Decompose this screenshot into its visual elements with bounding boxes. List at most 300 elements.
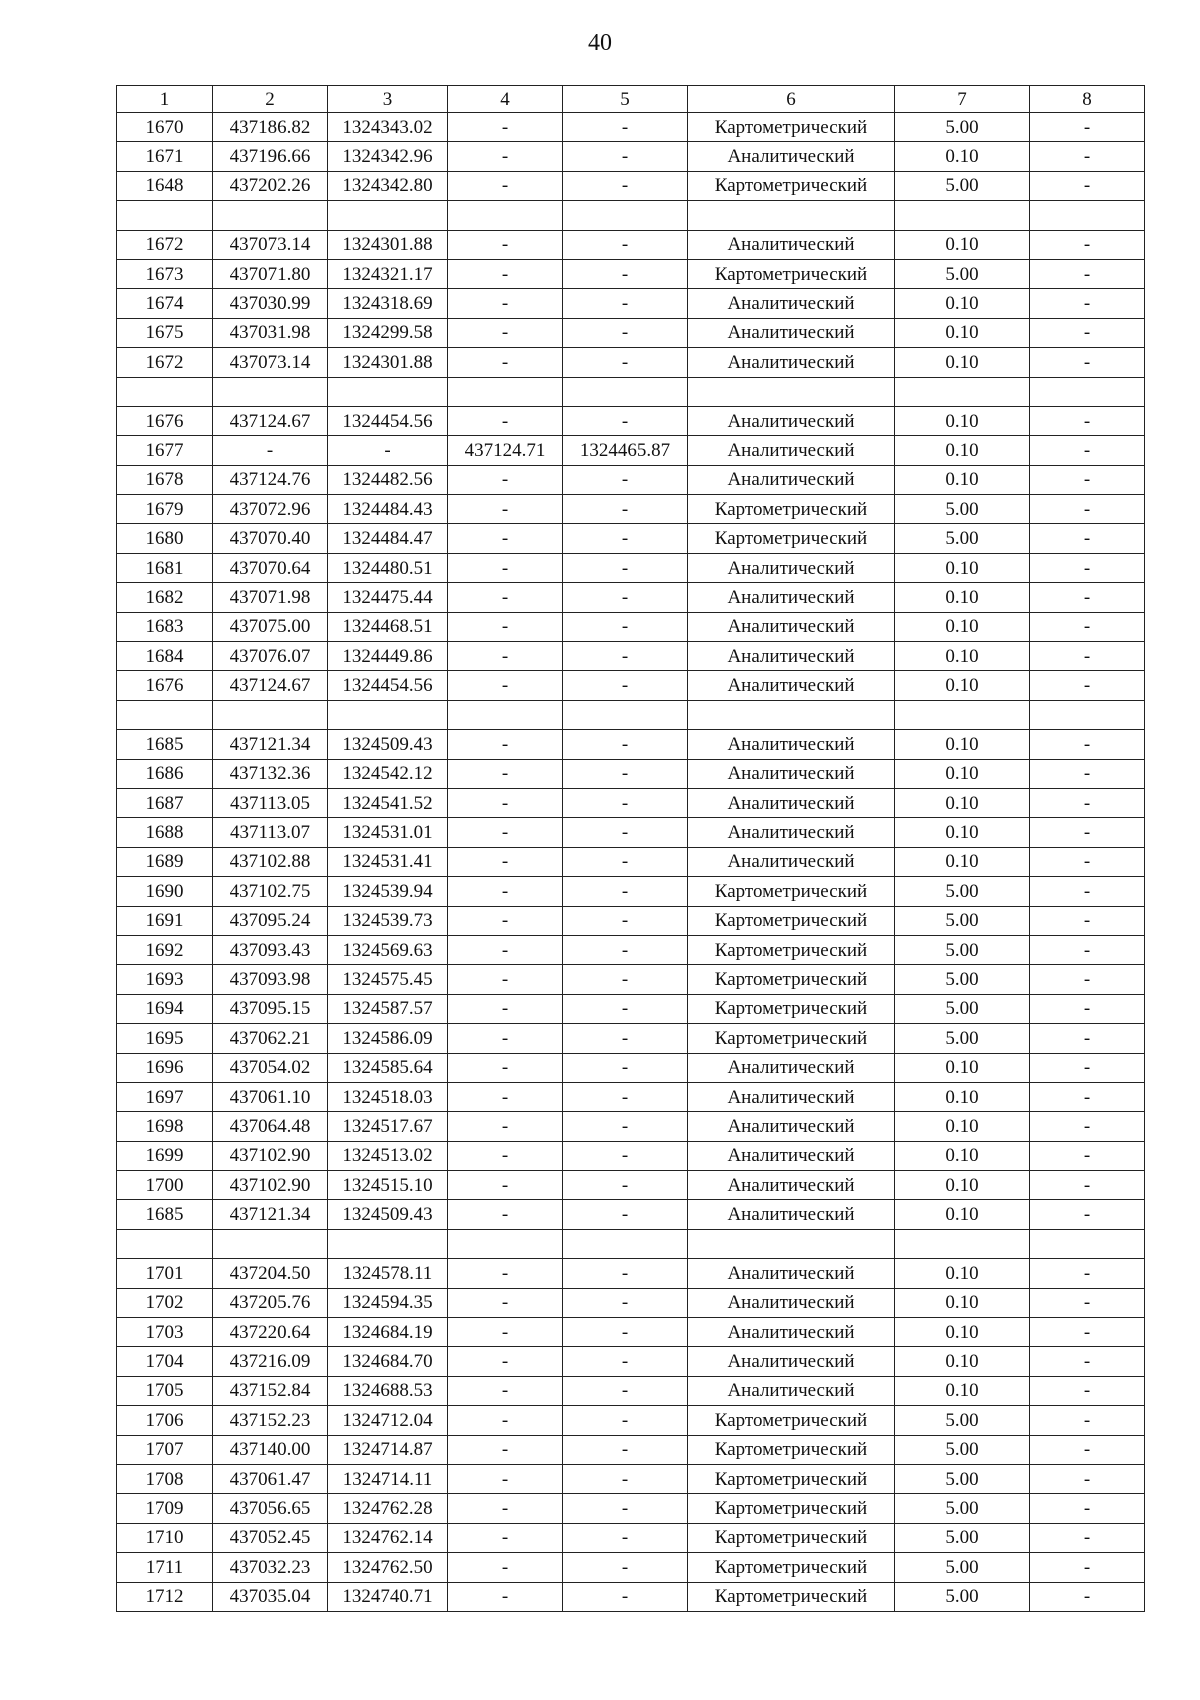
cell-x-coord: 437062.21	[213, 1024, 328, 1053]
empty-cell	[895, 700, 1030, 729]
cell-y-coord: -	[328, 436, 448, 465]
table-row	[117, 495, 1145, 524]
cell-y-new: -	[563, 171, 688, 200]
header-col-7: 7	[895, 86, 1030, 113]
cell-method: Аналитический	[688, 465, 895, 494]
cell-accuracy: 0.10	[895, 1141, 1030, 1170]
empty-cell	[213, 377, 328, 406]
cell-point-number: 1672	[117, 230, 213, 259]
cell-method: Картометрический	[688, 935, 895, 964]
table-separator-row	[117, 1229, 1145, 1258]
cell-x-coord: 437205.76	[213, 1288, 328, 1317]
cell-x-coord: 437102.90	[213, 1171, 328, 1200]
table-row	[117, 318, 1145, 347]
cell-point-number: 1711	[117, 1553, 213, 1582]
cell-x-coord: 437072.96	[213, 495, 328, 524]
table-row	[117, 671, 1145, 700]
cell-y-new: -	[563, 818, 688, 847]
table-row	[117, 965, 1145, 994]
cell-x-coord: 437056.65	[213, 1494, 328, 1523]
cell-y-new: -	[563, 671, 688, 700]
cell-x-coord: 437032.23	[213, 1553, 328, 1582]
cell-description: -	[1030, 495, 1145, 524]
cell-point-number: 1677	[117, 436, 213, 465]
table-row	[117, 406, 1145, 435]
cell-y-new: -	[563, 583, 688, 612]
table-row	[117, 935, 1145, 964]
cell-method: Аналитический	[688, 730, 895, 759]
cell-y-coord: 1324740.71	[328, 1582, 448, 1611]
cell-x-coord: 437061.47	[213, 1464, 328, 1493]
cell-method: Картометрический	[688, 524, 895, 553]
empty-cell	[328, 1229, 448, 1258]
table-row	[117, 113, 1145, 142]
cell-x-new: -	[448, 583, 563, 612]
cell-method: Аналитический	[688, 1318, 895, 1347]
cell-y-new: -	[563, 465, 688, 494]
cell-x-new: -	[448, 965, 563, 994]
cell-x-new: -	[448, 1053, 563, 1082]
table-row	[117, 1376, 1145, 1405]
cell-x-new: -	[448, 877, 563, 906]
cell-x-coord: 437093.43	[213, 935, 328, 964]
empty-cell	[688, 377, 895, 406]
cell-description: -	[1030, 1082, 1145, 1111]
cell-point-number: 1699	[117, 1141, 213, 1170]
cell-x-new: -	[448, 788, 563, 817]
cell-accuracy: 0.10	[895, 348, 1030, 377]
table-row	[117, 1112, 1145, 1141]
cell-description: -	[1030, 1288, 1145, 1317]
cell-y-new: 1324465.87	[563, 436, 688, 465]
cell-y-new: -	[563, 553, 688, 582]
cell-x-new: 437124.71	[448, 436, 563, 465]
cell-description: -	[1030, 1318, 1145, 1347]
cell-point-number: 1685	[117, 730, 213, 759]
cell-y-coord: 1324531.41	[328, 847, 448, 876]
cell-y-new: -	[563, 142, 688, 171]
cell-y-new: -	[563, 642, 688, 671]
cell-y-new: -	[563, 612, 688, 641]
cell-y-coord: 1324299.58	[328, 318, 448, 347]
cell-description: -	[1030, 906, 1145, 935]
cell-point-number: 1705	[117, 1376, 213, 1405]
cell-point-number: 1697	[117, 1082, 213, 1111]
cell-accuracy: 0.10	[895, 553, 1030, 582]
empty-cell	[563, 1229, 688, 1258]
cell-x-new: -	[448, 1582, 563, 1611]
cell-description: -	[1030, 1347, 1145, 1376]
cell-method: Аналитический	[688, 642, 895, 671]
cell-y-new: -	[563, 1318, 688, 1347]
table-row	[117, 642, 1145, 671]
cell-method: Аналитический	[688, 788, 895, 817]
empty-cell	[117, 201, 213, 230]
table-separator-row	[117, 201, 1145, 230]
cell-y-coord: 1324569.63	[328, 935, 448, 964]
cell-description: -	[1030, 1376, 1145, 1405]
cell-description: -	[1030, 259, 1145, 288]
cell-point-number: 1696	[117, 1053, 213, 1082]
cell-accuracy: 0.10	[895, 289, 1030, 318]
empty-cell	[448, 700, 563, 729]
cell-x-new: -	[448, 1406, 563, 1435]
cell-y-coord: 1324484.43	[328, 495, 448, 524]
cell-method: Картометрический	[688, 1435, 895, 1464]
cell-x-coord: 437075.00	[213, 612, 328, 641]
table-row	[117, 730, 1145, 759]
cell-description: -	[1030, 994, 1145, 1023]
cell-x-coord: 437073.14	[213, 348, 328, 377]
cell-y-coord: 1324342.96	[328, 142, 448, 171]
cell-method: Аналитический	[688, 436, 895, 465]
cell-y-new: -	[563, 906, 688, 935]
empty-cell	[448, 377, 563, 406]
cell-y-coord: 1324475.44	[328, 583, 448, 612]
cell-accuracy: 0.10	[895, 1082, 1030, 1111]
cell-y-new: -	[563, 1200, 688, 1229]
cell-method: Аналитический	[688, 671, 895, 700]
cell-accuracy: 5.00	[895, 1406, 1030, 1435]
cell-y-new: -	[563, 113, 688, 142]
cell-y-coord: 1324454.56	[328, 671, 448, 700]
cell-point-number: 1704	[117, 1347, 213, 1376]
cell-y-coord: 1324541.52	[328, 788, 448, 817]
empty-cell	[213, 700, 328, 729]
empty-cell	[328, 377, 448, 406]
cell-y-new: -	[563, 1582, 688, 1611]
table-row	[117, 289, 1145, 318]
cell-y-coord: 1324468.51	[328, 612, 448, 641]
cell-x-coord: 437124.67	[213, 671, 328, 700]
empty-cell	[117, 1229, 213, 1258]
cell-description: -	[1030, 759, 1145, 788]
cell-point-number: 1687	[117, 788, 213, 817]
page-number: 40	[588, 30, 612, 56]
cell-x-coord: 437095.15	[213, 994, 328, 1023]
cell-x-new: -	[448, 730, 563, 759]
cell-y-coord: 1324587.57	[328, 994, 448, 1023]
cell-y-coord: 1324684.70	[328, 1347, 448, 1376]
cell-method: Картометрический	[688, 1582, 895, 1611]
cell-method: Аналитический	[688, 583, 895, 612]
cell-point-number: 1702	[117, 1288, 213, 1317]
cell-x-new: -	[448, 1464, 563, 1493]
cell-method: Аналитический	[688, 553, 895, 582]
empty-cell	[448, 201, 563, 230]
cell-description: -	[1030, 730, 1145, 759]
cell-x-new: -	[448, 994, 563, 1023]
cell-x-coord: 437121.34	[213, 1200, 328, 1229]
table-row	[117, 171, 1145, 200]
cell-x-new: -	[448, 465, 563, 494]
cell-y-coord: 1324513.02	[328, 1141, 448, 1170]
empty-cell	[1030, 700, 1145, 729]
cell-y-coord: 1324318.69	[328, 289, 448, 318]
cell-y-coord: 1324575.45	[328, 965, 448, 994]
header-col-1: 1	[117, 86, 213, 113]
table-row	[117, 1259, 1145, 1288]
cell-y-coord: 1324518.03	[328, 1082, 448, 1111]
cell-description: -	[1030, 935, 1145, 964]
table-row	[117, 230, 1145, 259]
cell-x-new: -	[448, 524, 563, 553]
table-row	[117, 1523, 1145, 1552]
cell-x-new: -	[448, 1288, 563, 1317]
cell-y-coord: 1324762.50	[328, 1553, 448, 1582]
cell-accuracy: 0.10	[895, 230, 1030, 259]
cell-point-number: 1675	[117, 318, 213, 347]
cell-accuracy: 0.10	[895, 406, 1030, 435]
empty-cell	[1030, 1229, 1145, 1258]
cell-x-coord: 437202.26	[213, 171, 328, 200]
cell-point-number: 1676	[117, 671, 213, 700]
empty-cell	[895, 377, 1030, 406]
coordinates-table	[116, 85, 1145, 1612]
cell-method: Аналитический	[688, 1112, 895, 1141]
cell-y-coord: 1324762.14	[328, 1523, 448, 1552]
cell-accuracy: 0.10	[895, 818, 1030, 847]
cell-description: -	[1030, 818, 1145, 847]
cell-point-number: 1695	[117, 1024, 213, 1053]
cell-point-number: 1693	[117, 965, 213, 994]
cell-y-coord: 1324517.67	[328, 1112, 448, 1141]
cell-accuracy: 0.10	[895, 1376, 1030, 1405]
cell-description: -	[1030, 524, 1145, 553]
cell-x-coord: 437031.98	[213, 318, 328, 347]
cell-description: -	[1030, 1200, 1145, 1229]
cell-y-coord: 1324531.01	[328, 818, 448, 847]
cell-y-coord: 1324484.47	[328, 524, 448, 553]
cell-accuracy: 0.10	[895, 788, 1030, 817]
table-separator-row	[117, 377, 1145, 406]
cell-point-number: 1707	[117, 1435, 213, 1464]
cell-method: Картометрический	[688, 1464, 895, 1493]
cell-accuracy: 0.10	[895, 1112, 1030, 1141]
cell-accuracy: 0.10	[895, 1171, 1030, 1200]
cell-x-new: -	[448, 1141, 563, 1170]
cell-description: -	[1030, 1553, 1145, 1582]
cell-method: Аналитический	[688, 318, 895, 347]
cell-accuracy: 5.00	[895, 495, 1030, 524]
cell-point-number: 1708	[117, 1464, 213, 1493]
header-col-6: 6	[688, 86, 895, 113]
cell-description: -	[1030, 612, 1145, 641]
cell-point-number: 1674	[117, 289, 213, 318]
cell-accuracy: 5.00	[895, 935, 1030, 964]
cell-x-new: -	[448, 818, 563, 847]
cell-accuracy: 0.10	[895, 1347, 1030, 1376]
cell-y-new: -	[563, 230, 688, 259]
cell-accuracy: 5.00	[895, 1494, 1030, 1523]
cell-description: -	[1030, 1494, 1145, 1523]
table-row	[117, 524, 1145, 553]
cell-y-coord: 1324714.11	[328, 1464, 448, 1493]
cell-accuracy: 0.10	[895, 583, 1030, 612]
cell-point-number: 1676	[117, 406, 213, 435]
cell-accuracy: 0.10	[895, 436, 1030, 465]
table-row	[117, 553, 1145, 582]
cell-description: -	[1030, 113, 1145, 142]
cell-y-new: -	[563, 1171, 688, 1200]
cell-x-new: -	[448, 1553, 563, 1582]
table-row	[117, 465, 1145, 494]
cell-x-coord: 437070.64	[213, 553, 328, 582]
cell-x-coord: 437054.02	[213, 1053, 328, 1082]
table-row	[117, 1288, 1145, 1317]
cell-description: -	[1030, 142, 1145, 171]
cell-y-new: -	[563, 406, 688, 435]
table-row	[117, 1582, 1145, 1611]
cell-method: Аналитический	[688, 1347, 895, 1376]
cell-x-new: -	[448, 671, 563, 700]
cell-accuracy: 5.00	[895, 113, 1030, 142]
cell-method: Аналитический	[688, 1259, 895, 1288]
table-row	[117, 1053, 1145, 1082]
empty-cell	[688, 201, 895, 230]
cell-x-new: -	[448, 1200, 563, 1229]
table-row	[117, 1082, 1145, 1111]
cell-method: Аналитический	[688, 348, 895, 377]
cell-y-new: -	[563, 1494, 688, 1523]
cell-method: Аналитический	[688, 142, 895, 171]
cell-x-new: -	[448, 1523, 563, 1552]
cell-method: Картометрический	[688, 259, 895, 288]
table-row	[117, 1171, 1145, 1200]
cell-x-coord: 437124.76	[213, 465, 328, 494]
empty-cell	[688, 1229, 895, 1258]
empty-cell	[117, 700, 213, 729]
cell-accuracy: 5.00	[895, 1024, 1030, 1053]
cell-point-number: 1712	[117, 1582, 213, 1611]
empty-cell	[563, 377, 688, 406]
cell-point-number: 1648	[117, 171, 213, 200]
cell-accuracy: 5.00	[895, 1435, 1030, 1464]
cell-y-new: -	[563, 994, 688, 1023]
cell-x-new: -	[448, 1376, 563, 1405]
empty-cell	[1030, 201, 1145, 230]
cell-description: -	[1030, 642, 1145, 671]
cell-point-number: 1678	[117, 465, 213, 494]
cell-y-coord: 1324762.28	[328, 1494, 448, 1523]
cell-x-new: -	[448, 612, 563, 641]
cell-description: -	[1030, 1112, 1145, 1141]
cell-y-new: -	[563, 965, 688, 994]
cell-y-new: -	[563, 289, 688, 318]
cell-accuracy: 0.10	[895, 759, 1030, 788]
table-row	[117, 994, 1145, 1023]
cell-point-number: 1691	[117, 906, 213, 935]
cell-x-coord: 437071.80	[213, 259, 328, 288]
cell-x-new: -	[448, 171, 563, 200]
empty-cell	[328, 700, 448, 729]
cell-x-coord: 437102.75	[213, 877, 328, 906]
empty-cell	[895, 201, 1030, 230]
cell-method: Аналитический	[688, 612, 895, 641]
cell-method: Аналитический	[688, 847, 895, 876]
cell-x-coord: 437113.07	[213, 818, 328, 847]
cell-y-coord: 1324594.35	[328, 1288, 448, 1317]
cell-description: -	[1030, 348, 1145, 377]
cell-y-coord: 1324509.43	[328, 1200, 448, 1229]
cell-method: Картометрический	[688, 906, 895, 935]
cell-description: -	[1030, 1259, 1145, 1288]
cell-x-new: -	[448, 1024, 563, 1053]
cell-point-number: 1689	[117, 847, 213, 876]
cell-description: -	[1030, 318, 1145, 347]
cell-accuracy: 0.10	[895, 142, 1030, 171]
cell-y-new: -	[563, 1553, 688, 1582]
cell-accuracy: 5.00	[895, 906, 1030, 935]
cell-method: Картометрический	[688, 495, 895, 524]
table-row	[117, 877, 1145, 906]
table-row	[117, 759, 1145, 788]
cell-y-new: -	[563, 259, 688, 288]
table-row	[117, 259, 1145, 288]
cell-x-coord: 437071.98	[213, 583, 328, 612]
cell-y-new: -	[563, 348, 688, 377]
cell-x-new: -	[448, 1259, 563, 1288]
cell-y-new: -	[563, 1259, 688, 1288]
cell-description: -	[1030, 171, 1145, 200]
cell-accuracy: 0.10	[895, 1318, 1030, 1347]
cell-y-coord: 1324585.64	[328, 1053, 448, 1082]
cell-description: -	[1030, 553, 1145, 582]
cell-x-new: -	[448, 289, 563, 318]
cell-x-coord: 437093.98	[213, 965, 328, 994]
cell-point-number: 1671	[117, 142, 213, 171]
cell-x-new: -	[448, 1347, 563, 1376]
empty-cell	[688, 700, 895, 729]
cell-accuracy: 5.00	[895, 994, 1030, 1023]
cell-point-number: 1684	[117, 642, 213, 671]
cell-y-coord: 1324684.19	[328, 1318, 448, 1347]
cell-method: Аналитический	[688, 1053, 895, 1082]
cell-x-new: -	[448, 495, 563, 524]
cell-y-new: -	[563, 1112, 688, 1141]
cell-y-coord: 1324454.56	[328, 406, 448, 435]
cell-y-new: -	[563, 1024, 688, 1053]
cell-x-coord: 437102.88	[213, 847, 328, 876]
cell-y-new: -	[563, 1376, 688, 1405]
table-row	[117, 1024, 1145, 1053]
cell-y-new: -	[563, 318, 688, 347]
cell-point-number: 1688	[117, 818, 213, 847]
cell-method: Аналитический	[688, 1171, 895, 1200]
cell-y-coord: 1324321.17	[328, 259, 448, 288]
cell-description: -	[1030, 1053, 1145, 1082]
cell-y-new: -	[563, 788, 688, 817]
cell-accuracy: 0.10	[895, 1259, 1030, 1288]
cell-x-new: -	[448, 318, 563, 347]
cell-x-coord: 437076.07	[213, 642, 328, 671]
cell-method: Аналитический	[688, 1288, 895, 1317]
cell-point-number: 1701	[117, 1259, 213, 1288]
table-row	[117, 348, 1145, 377]
cell-description: -	[1030, 436, 1145, 465]
cell-method: Аналитический	[688, 759, 895, 788]
cell-method: Картометрический	[688, 1523, 895, 1552]
cell-point-number: 1710	[117, 1523, 213, 1552]
cell-method: Картометрический	[688, 113, 895, 142]
cell-point-number: 1673	[117, 259, 213, 288]
cell-method: Аналитический	[688, 818, 895, 847]
cell-point-number: 1703	[117, 1318, 213, 1347]
cell-method: Аналитический	[688, 1376, 895, 1405]
cell-y-new: -	[563, 1053, 688, 1082]
cell-y-new: -	[563, 730, 688, 759]
cell-x-coord: -	[213, 436, 328, 465]
